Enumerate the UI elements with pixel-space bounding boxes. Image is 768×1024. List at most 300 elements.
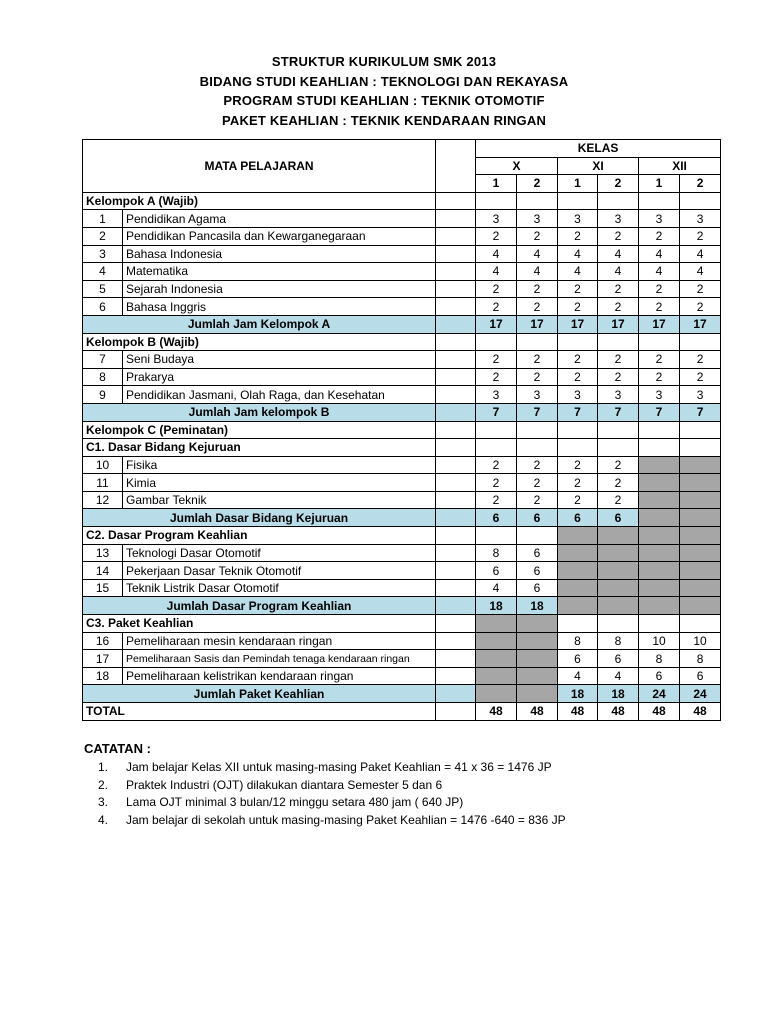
table-cell xyxy=(517,192,558,210)
subject-row xyxy=(83,280,721,298)
table-cell xyxy=(639,333,680,351)
table-cell xyxy=(476,192,517,210)
subject-name: Seni Budaya xyxy=(123,351,436,369)
subject-number: 4 xyxy=(83,263,123,281)
table-cell xyxy=(680,333,721,351)
note-text: Lama OJT minimal 3 bulan/12 minggu setara 480 jam ( 640 JP) xyxy=(126,795,464,809)
hours-value: 10 xyxy=(680,632,721,650)
hours-value: 2 xyxy=(639,227,680,245)
hours-value: 3 xyxy=(517,386,558,404)
disabled-cell xyxy=(598,597,639,615)
subtotal-label: Jumlah Paket Keahlian xyxy=(83,685,436,703)
subject-number: 17 xyxy=(83,650,123,668)
hours-value: 3 xyxy=(598,210,639,228)
subtotal-label: Jumlah Dasar Bidang Kejuruan xyxy=(83,509,436,527)
subject-number: 5 xyxy=(83,280,123,298)
table-cell xyxy=(436,667,476,685)
disabled-cell xyxy=(639,579,680,597)
hours-value: 4 xyxy=(517,263,558,281)
hours-value: 4 xyxy=(680,245,721,263)
subject-number: 10 xyxy=(83,456,123,474)
hours-value: 8 xyxy=(680,650,721,668)
hours-value: 2 xyxy=(476,351,517,369)
table-cell xyxy=(476,439,517,457)
hours-value: 4 xyxy=(476,245,517,263)
note-item xyxy=(84,759,566,777)
hours-value: 4 xyxy=(558,667,598,685)
subtotal-value: 17 xyxy=(558,315,598,333)
table-cell xyxy=(598,192,639,210)
table-cell xyxy=(598,439,639,457)
subject-name: Bahasa Inggris xyxy=(123,298,436,316)
hours-value: 2 xyxy=(517,298,558,316)
hours-value: 4 xyxy=(476,579,517,597)
hours-value: 4 xyxy=(639,263,680,281)
hours-value: 3 xyxy=(598,386,639,404)
table-cell xyxy=(680,527,721,545)
hours-value: 2 xyxy=(639,298,680,316)
table-cell xyxy=(558,421,598,439)
subtotal-value: 17 xyxy=(639,315,680,333)
hours-value: 2 xyxy=(680,227,721,245)
hours-value: 2 xyxy=(558,491,598,509)
disabled-cell xyxy=(680,456,721,474)
hours-value: 2 xyxy=(598,474,639,492)
subject-number: 9 xyxy=(83,386,123,404)
table-cell xyxy=(436,403,476,421)
subtotal-label: Jumlah Jam kelompok B xyxy=(83,403,436,421)
subject-row xyxy=(83,667,721,685)
subject-name: Pendidikan Agama xyxy=(123,210,436,228)
subject-number: 7 xyxy=(83,351,123,369)
group-title-row xyxy=(83,615,721,633)
subject-row xyxy=(83,491,721,509)
subject-row xyxy=(83,544,721,562)
table-cell xyxy=(639,527,680,545)
note-number: 2. xyxy=(98,777,109,792)
hours-value: 2 xyxy=(558,227,598,245)
table-cell xyxy=(680,421,721,439)
hours-value: 4 xyxy=(598,667,639,685)
hours-value: 3 xyxy=(558,386,598,404)
table-cell xyxy=(517,333,558,351)
subtotal-value: 18 xyxy=(598,685,639,703)
hours-value: 4 xyxy=(680,263,721,281)
header-subject: MATA PELAJARAN xyxy=(83,140,436,193)
hours-value: 2 xyxy=(598,491,639,509)
curriculum-table xyxy=(82,139,721,721)
table-cell xyxy=(517,615,558,633)
disabled-cell xyxy=(680,474,721,492)
table-cell xyxy=(436,245,476,263)
subject-row xyxy=(83,210,721,228)
hours-value: 6 xyxy=(476,562,517,580)
note-item xyxy=(84,794,566,812)
subtotal-value: 17 xyxy=(517,315,558,333)
subtotal-value: 6 xyxy=(476,509,517,527)
hours-value: 4 xyxy=(558,245,598,263)
subject-number: 15 xyxy=(83,579,123,597)
disabled-cell xyxy=(639,544,680,562)
group-title: C1. Dasar Bidang Kejuruan xyxy=(83,439,436,457)
table-cell xyxy=(517,527,558,545)
subtotal-row xyxy=(83,597,721,615)
table-cell xyxy=(680,439,721,457)
table-cell xyxy=(598,333,639,351)
subtotal-value: 7 xyxy=(680,403,721,421)
disabled-cell xyxy=(476,667,517,685)
subtotal-value: 6 xyxy=(517,509,558,527)
note-number: 4. xyxy=(98,812,109,827)
group-title-row xyxy=(83,333,721,351)
hours-value: 3 xyxy=(639,210,680,228)
table-cell xyxy=(436,421,476,439)
hours-value: 2 xyxy=(558,456,598,474)
table-cell xyxy=(436,210,476,228)
subject-number: 16 xyxy=(83,632,123,650)
subtotal-value: 17 xyxy=(680,315,721,333)
table-cell xyxy=(476,421,517,439)
disabled-cell xyxy=(476,650,517,668)
table-cell xyxy=(436,650,476,668)
total-value: 48 xyxy=(680,703,721,721)
subject-name: Pekerjaan Dasar Teknik Otomotif xyxy=(123,562,436,580)
subtotal-value: 6 xyxy=(558,509,598,527)
note-text: Jam belajar di sekolah untuk masing-masing Paket Keahlian = 1476 -640 = 836 JP xyxy=(126,812,566,827)
table-header xyxy=(83,140,721,193)
hours-value: 2 xyxy=(598,368,639,386)
subject-number: 1 xyxy=(83,210,123,228)
table-cell xyxy=(436,386,476,404)
group-title-row xyxy=(83,192,721,210)
hours-value: 3 xyxy=(476,386,517,404)
table-cell xyxy=(639,421,680,439)
subtotal-value: 18 xyxy=(517,597,558,615)
table-cell xyxy=(436,527,476,545)
subject-number: 14 xyxy=(83,562,123,580)
hours-value: 2 xyxy=(476,280,517,298)
subject-row xyxy=(83,227,721,245)
hours-value: 2 xyxy=(639,351,680,369)
header-grade-x: X xyxy=(476,157,558,175)
table-cell xyxy=(558,333,598,351)
hours-value: 6 xyxy=(517,579,558,597)
table-cell xyxy=(639,439,680,457)
title-line-3: PROGRAM STUDI KEAHLIAN : TEKNIK OTOMOTIF xyxy=(223,93,545,108)
subject-name: Teknologi Dasar Otomotif xyxy=(123,544,436,562)
subject-row xyxy=(83,650,721,668)
table-cell xyxy=(598,421,639,439)
table-cell xyxy=(436,703,476,721)
subject-row xyxy=(83,632,721,650)
note-text: Praktek Industri (OJT) dilakukan diantara Semester 5 dan 6 xyxy=(126,777,443,792)
subject-name: Pendidikan Jasmani, Olah Raga, dan Kesehatan xyxy=(123,386,436,404)
hours-value: 2 xyxy=(680,280,721,298)
subject-name: Pemeliharaan kelistrikan kendaraan ringan xyxy=(123,667,436,685)
hours-value: 8 xyxy=(598,632,639,650)
table-cell xyxy=(436,597,476,615)
hours-value: 6 xyxy=(517,562,558,580)
disabled-cell xyxy=(476,685,517,703)
table-cell xyxy=(436,474,476,492)
hours-value: 3 xyxy=(680,386,721,404)
header-kelas: KELAS xyxy=(476,140,721,158)
disabled-cell xyxy=(639,491,680,509)
disabled-cell xyxy=(639,456,680,474)
table-cell xyxy=(680,192,721,210)
hours-value: 2 xyxy=(598,351,639,369)
hours-value: 4 xyxy=(639,245,680,263)
hours-value: 6 xyxy=(598,650,639,668)
hours-value: 2 xyxy=(639,280,680,298)
total-value: 48 xyxy=(639,703,680,721)
hours-value: 3 xyxy=(680,210,721,228)
subtotal-value: 7 xyxy=(558,403,598,421)
disabled-cell xyxy=(558,544,598,562)
hours-value: 2 xyxy=(517,351,558,369)
hours-value: 2 xyxy=(476,474,517,492)
hours-value: 2 xyxy=(558,368,598,386)
group-title: C3. Paket Keahlian xyxy=(83,615,436,633)
header-semester: 1 xyxy=(639,175,680,193)
table-cell xyxy=(436,491,476,509)
subject-name: Matematika xyxy=(123,263,436,281)
subject-number: 3 xyxy=(83,245,123,263)
subject-row xyxy=(83,368,721,386)
table-cell xyxy=(517,439,558,457)
subject-number: 6 xyxy=(83,298,123,316)
table-cell xyxy=(436,298,476,316)
table-cell xyxy=(436,315,476,333)
note-number: 1. xyxy=(98,760,109,774)
hours-value: 2 xyxy=(598,456,639,474)
subtotal-value: 17 xyxy=(476,315,517,333)
total-row xyxy=(83,703,721,721)
subtotal-value: 18 xyxy=(476,597,517,615)
hours-value: 2 xyxy=(598,227,639,245)
disabled-cell xyxy=(558,597,598,615)
hours-value: 2 xyxy=(517,280,558,298)
hours-value: 3 xyxy=(517,210,558,228)
group-title: Kelompok B (Wajib) xyxy=(83,333,436,351)
table-cell xyxy=(436,456,476,474)
document-title-block xyxy=(0,52,768,130)
table-cell xyxy=(476,527,517,545)
subtotal-value: 18 xyxy=(558,685,598,703)
note-text: Jam belajar Kelas XII untuk masing-masing Paket Keahlian = 41 x 36 = 1476 JP xyxy=(126,760,552,774)
table-cell xyxy=(436,439,476,457)
disabled-cell xyxy=(680,579,721,597)
hours-value: 3 xyxy=(558,210,598,228)
hours-value: 8 xyxy=(476,544,517,562)
subject-row xyxy=(83,298,721,316)
hours-value: 4 xyxy=(558,263,598,281)
hours-value: 10 xyxy=(639,632,680,650)
hours-value: 2 xyxy=(680,298,721,316)
subject-row xyxy=(83,263,721,281)
subject-name: Prakarya xyxy=(123,368,436,386)
title-line-2: BIDANG STUDI KEAHLIAN : TEKNOLOGI DAN REKAYASA xyxy=(199,73,569,89)
table-cell xyxy=(639,615,680,633)
subtotal-row xyxy=(83,685,721,703)
subtotal-value: 7 xyxy=(639,403,680,421)
header-grade-xi: XI xyxy=(558,157,639,175)
table-cell xyxy=(558,527,598,545)
subtotal-value: 24 xyxy=(680,685,721,703)
table-cell xyxy=(598,615,639,633)
hours-value: 2 xyxy=(517,368,558,386)
subject-row xyxy=(83,245,721,263)
group-title: Kelompok A (Wajib) xyxy=(83,192,436,210)
table-cell xyxy=(436,685,476,703)
hours-value: 6 xyxy=(680,667,721,685)
subtotal-value: 17 xyxy=(598,315,639,333)
table-cell xyxy=(436,544,476,562)
subtotal-row xyxy=(83,315,721,333)
hours-value: 2 xyxy=(680,351,721,369)
disabled-cell xyxy=(598,579,639,597)
table-cell xyxy=(558,439,598,457)
header-semester: 1 xyxy=(476,175,517,193)
subject-number: 2 xyxy=(83,227,123,245)
subject-name: Pemeliharaan Sasis dan Pemindah tenaga kendaraan ringan xyxy=(123,650,436,668)
disabled-cell xyxy=(639,474,680,492)
table-cell xyxy=(436,615,476,633)
disabled-cell xyxy=(598,544,639,562)
hours-value: 2 xyxy=(558,474,598,492)
disabled-cell xyxy=(517,632,558,650)
group-title: Kelompok C (Peminatan) xyxy=(83,421,436,439)
table-cell xyxy=(680,615,721,633)
subject-name: Teknik Listrik Dasar Otomotif xyxy=(123,579,436,597)
subject-number: 13 xyxy=(83,544,123,562)
hours-value: 6 xyxy=(639,667,680,685)
subject-name: Gambar Teknik xyxy=(123,491,436,509)
total-label: TOTAL xyxy=(83,703,436,721)
subject-number: 18 xyxy=(83,667,123,685)
hours-value: 2 xyxy=(598,280,639,298)
disabled-cell xyxy=(639,509,680,527)
subject-row xyxy=(83,351,721,369)
hours-value: 2 xyxy=(476,368,517,386)
table-body xyxy=(83,192,721,720)
table-cell xyxy=(436,632,476,650)
total-value: 48 xyxy=(598,703,639,721)
hours-value: 2 xyxy=(476,227,517,245)
disabled-cell xyxy=(558,579,598,597)
hours-value: 4 xyxy=(517,245,558,263)
subtotal-label: Jumlah Dasar Program Keahlian xyxy=(83,597,436,615)
table-cell xyxy=(639,192,680,210)
hours-value: 2 xyxy=(558,298,598,316)
hours-value: 6 xyxy=(558,650,598,668)
hours-value: 2 xyxy=(476,491,517,509)
table-cell xyxy=(476,615,517,633)
subject-row xyxy=(83,562,721,580)
table-cell xyxy=(558,615,598,633)
group-title-row xyxy=(83,421,721,439)
table-cell xyxy=(436,562,476,580)
subtotal-value: 24 xyxy=(639,685,680,703)
table-cell xyxy=(517,421,558,439)
subject-name: Kimia xyxy=(123,474,436,492)
hours-value: 2 xyxy=(517,474,558,492)
group-title: C2. Dasar Program Keahlian xyxy=(83,527,436,545)
hours-value: 2 xyxy=(558,351,598,369)
header-semester: 2 xyxy=(680,175,721,193)
hours-value: 2 xyxy=(639,368,680,386)
total-value: 48 xyxy=(517,703,558,721)
hours-value: 2 xyxy=(680,368,721,386)
title-line-4: PAKET KEAHLIAN : TEKNIK KENDARAAN RINGAN xyxy=(221,112,547,128)
disabled-cell xyxy=(517,685,558,703)
disabled-cell xyxy=(639,597,680,615)
subtotal-row xyxy=(83,403,721,421)
table-cell xyxy=(476,333,517,351)
table-cell xyxy=(436,280,476,298)
total-value: 48 xyxy=(476,703,517,721)
disabled-cell xyxy=(558,562,598,580)
subject-row xyxy=(83,386,721,404)
disabled-cell xyxy=(598,562,639,580)
header-grade-xii: XII xyxy=(639,157,721,175)
disabled-cell xyxy=(639,562,680,580)
subject-number: 8 xyxy=(83,368,123,386)
subject-row xyxy=(83,579,721,597)
disabled-cell xyxy=(517,650,558,668)
disabled-cell xyxy=(680,562,721,580)
note-number: 3. xyxy=(98,795,109,809)
subtotal-label: Jumlah Jam Kelompok A xyxy=(83,315,436,333)
subject-name: Bahasa Indonesia xyxy=(123,245,436,263)
table-cell xyxy=(436,509,476,527)
disabled-cell xyxy=(517,667,558,685)
subtotal-value: 7 xyxy=(598,403,639,421)
hours-value: 2 xyxy=(476,456,517,474)
hours-value: 2 xyxy=(476,298,517,316)
hours-value: 3 xyxy=(639,386,680,404)
table-cell xyxy=(436,227,476,245)
disabled-cell xyxy=(680,597,721,615)
hours-value: 8 xyxy=(558,632,598,650)
note-item xyxy=(84,812,566,830)
notes-section xyxy=(84,741,566,829)
disabled-cell xyxy=(680,491,721,509)
disabled-cell xyxy=(476,632,517,650)
disabled-cell xyxy=(680,544,721,562)
notes-title: CATATAN : xyxy=(84,741,151,756)
hours-value: 2 xyxy=(517,456,558,474)
subject-row xyxy=(83,456,721,474)
note-item xyxy=(84,777,566,795)
hours-value: 6 xyxy=(517,544,558,562)
table-cell xyxy=(558,192,598,210)
subtotal-value: 6 xyxy=(598,509,639,527)
title-line-1: STRUKTUR KURIKULUM SMK 2013 xyxy=(271,54,497,69)
header-semester: 2 xyxy=(598,175,639,193)
table-cell xyxy=(436,192,476,210)
table-cell xyxy=(598,527,639,545)
hours-value: 4 xyxy=(476,263,517,281)
disabled-cell xyxy=(680,509,721,527)
subject-name: Pendidikan Pancasila dan Kewarganegaraan xyxy=(123,227,436,245)
subject-name: Fisika xyxy=(123,456,436,474)
group-title-row xyxy=(83,439,721,457)
group-title-row xyxy=(83,527,721,545)
table-cell xyxy=(436,263,476,281)
subject-name: Pemeliharaan mesin kendaraan ringan xyxy=(123,632,436,650)
hours-value: 2 xyxy=(517,491,558,509)
